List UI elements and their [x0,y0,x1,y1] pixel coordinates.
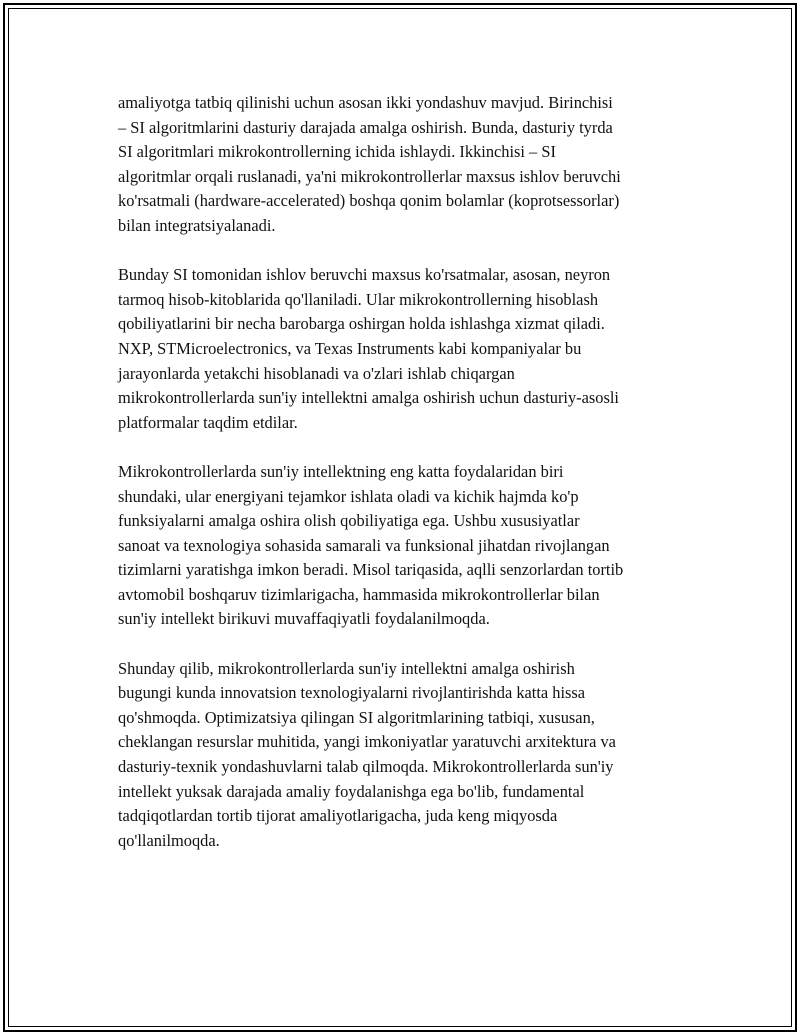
paragraph-4: Shunday qilib, mikrokontrollerlarda sun'iy intellektni amalga oshirish bugungi kunda innovatsion texnologiyalarni rivojlantirishda katta hissa qo'shmoqda. Optimizatsiya qilingan SI algoritmlarining tatbiqi, xususan, cheklangan resurslar muhitida, yangi imkoniyatlar yaratuvchi arxitektura va dasturiy-texnik yondashuvlarni talab qilmoqda. Mikrokontrollerlarda sun'iy intellekt yuksak darajada amaliy foydalanishga ega bo'lib, fundamental tadqiqotlardan tortib tijorat amaliyotlarigacha, juda keng miqyosda qo'llanilmoqda. [118,658,616,850]
paragraph-1: amaliyotga tatbiq qilinishi uchun asosan ikki yondashuv mavjud. Birinchisi – SI algoritmlarini dasturiy darajada amalga oshirish. Bunda, dasturiy tyrda SI algoritmlari mikrokontrollerning ichida ishlaydi. Ikkinchisi – SI algoritmlar orqali ruslanadi, ya'ni mikrokontrollerlar maxsus ishlov beruvchi ko'rsatmali (hardware-accelerated) boshqa qonim bolamlar (koprotsessorlar) bilan integratsiyalanadi. [118,93,621,235]
document-body [118,91,688,878]
paragraph-3: Mikrokontrollerlarda sun'iy intellektning eng katta foydalaridan biri shundaki, ular energiyani tejamkor ishlata oladi va kichik hajmda ko'p funksiyalarni amalga oshira olish qobiliyatiga ega. Ushbu xususiyatlar sanoat va texnologiya sohasida samarali va funksional jihatdan rivojlangan tizimlarni yaratishga imkon beradi. Misol tariqasida, aqlli senzorlardan tortib avtomobil boshqaruv tizimlarigacha, hammasida mikrokontrollerlar bilan sun'iy intellekt birikuvi muvaffaqiyatli foydalanilmoqda. [118,461,624,629]
paragraph-2: Bunday SI tomonidan ishlov beruvchi maxsus ko'rsatmalar, asosan, neyron tarmoq hisob-kitoblarida qo'llaniladi. Ular mikrokontrollerning hisoblash qobiliyatlarini bir necha barobarga oshirgan holda ishlashga xizmat qiladi. NXP, STMicroelectronics, va Texas Instruments kabi kompaniyalar bu jarayonlarda yetakchi hisoblanadi va o'zlari ishlab chiqargan mikrokontrollerlarda sun'iy intellektni amalga oshirish uchun dasturiy-asosli platformalar taqdim etdilar. [118,265,619,432]
